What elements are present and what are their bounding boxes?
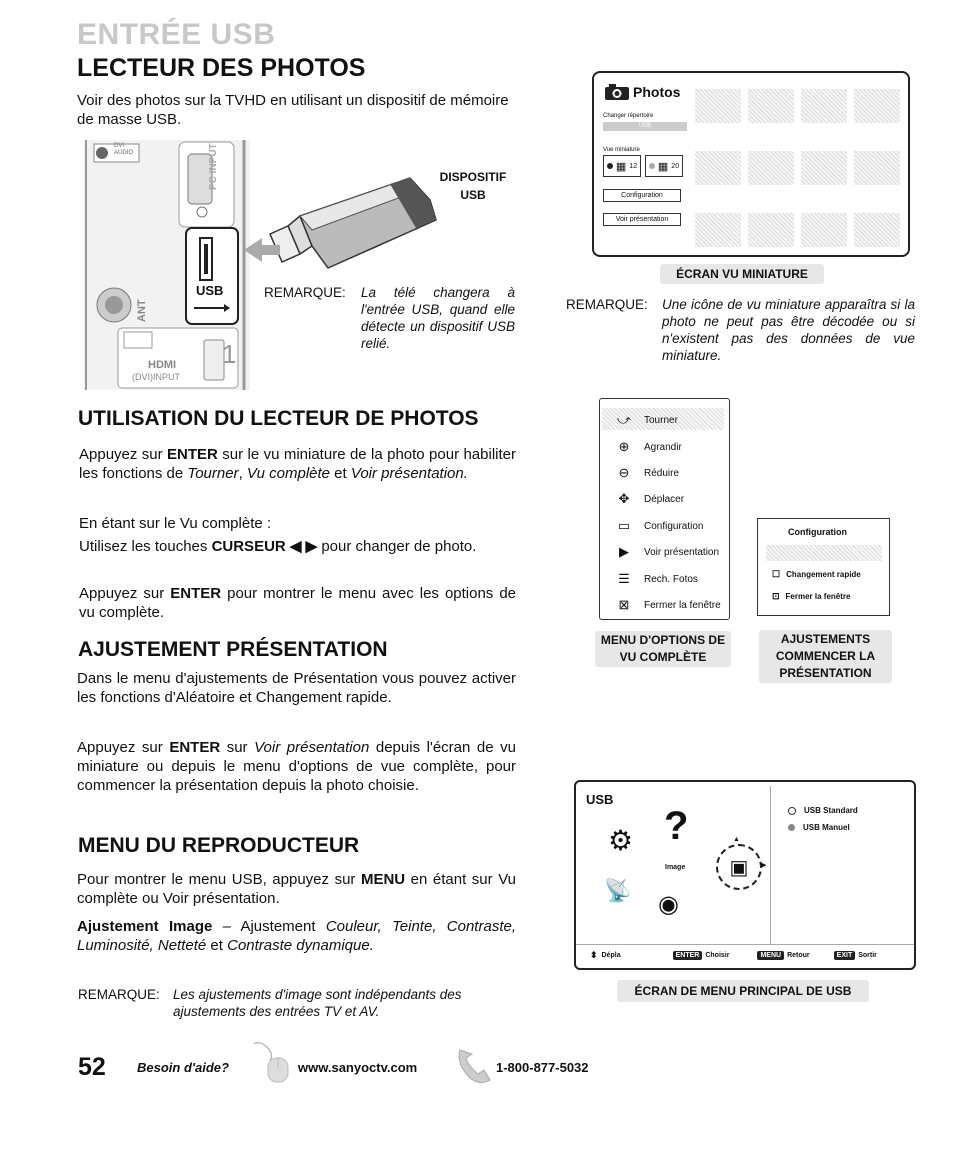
usb-screen-title: USB	[586, 792, 614, 807]
phone-icon	[454, 1044, 496, 1086]
thumb-view-label: Vue miniature	[603, 147, 640, 153]
ant-label: ANT	[136, 299, 148, 322]
dvi-input-label: (DVI)INPUT	[132, 372, 180, 382]
thumbnail-screen	[592, 71, 910, 257]
exit-key-badge: EXIT	[834, 951, 856, 960]
change-dir-label: Changer répertoire	[603, 113, 654, 119]
zoom-out-icon: ⊖	[618, 465, 630, 480]
menu-item-label: Voir présentation	[644, 546, 720, 558]
text-run: et	[330, 465, 351, 482]
text-run: Ajustement Image	[77, 918, 213, 935]
text-run: sur	[220, 739, 255, 756]
grid-icon: ▦	[615, 160, 627, 173]
menu-key-badge: MENU	[757, 951, 784, 960]
text-run: Couleur, Teinte, Contraste, Luminosité, Netteté	[77, 918, 516, 954]
menu-item-slideshow[interactable]	[614, 544, 719, 560]
dir-field[interactable]	[603, 122, 687, 131]
text-run: Appuyez sur	[79, 446, 168, 463]
usb-screen-divider	[770, 786, 771, 944]
usb-main-screen	[574, 780, 916, 970]
move-icon: ✥	[618, 491, 630, 506]
radio-icon	[788, 807, 796, 815]
usb-screen-footer	[590, 950, 906, 961]
enter-key-text: ENTER	[170, 585, 222, 602]
option-label: USB Manuel	[803, 823, 850, 832]
tv-panel-illustration	[84, 140, 250, 390]
usb-screen-caption: ÉCRAN DE MENU PRINCIPAL DE USB	[617, 980, 869, 1002]
search-photos-icon: ☰	[618, 571, 630, 586]
section-use-p3	[79, 537, 516, 556]
text-run: Pour montrer le menu USB, appuyez sur	[77, 871, 361, 888]
hdmi-label: HDMI	[148, 359, 177, 371]
options-menu	[599, 398, 730, 620]
text-run: depuis l'écran de vu miniature ou depuis le menu d'options de vue complète, pour commencer la présentation depuis la photo choisie.	[77, 739, 516, 794]
satellite-icon[interactable]: 📡	[604, 878, 632, 903]
note-tv-text: La télé changera à l'entrée USB, quand elle détecte un dispositif USB relié.	[361, 285, 515, 351]
thumbnail[interactable]	[854, 213, 900, 247]
note-thumb-label: REMARQUE:	[566, 297, 648, 312]
menu-item-label: Tourner	[644, 414, 678, 426]
selector-arrow-right-icon: ▶	[761, 862, 767, 869]
enter-key-text: ENTER	[169, 739, 221, 756]
menu-key-text: MENU	[360, 871, 406, 888]
music-disc-icon[interactable]: ◉	[658, 891, 679, 918]
section-player-note-text: Les ajustements d'image sont indépendants des ajustements des entrées TV et AV.	[173, 987, 462, 1019]
note-thumb-text: Une icône de vu miniature apparaîtra si la photo ne peut pas être décodée ou si n'existent pas des données de vue miniature.	[662, 297, 915, 363]
usb-port-label: USB	[196, 283, 224, 298]
text-run: pour montrer le menu avec les options de vu complète.	[79, 585, 517, 621]
text-run: Appuyez sur	[79, 585, 171, 602]
help-question-icon[interactable]: ?	[664, 804, 689, 848]
thumbnail[interactable]	[748, 89, 794, 123]
menu-item-close[interactable]	[614, 597, 721, 613]
text-run: Appuyez sur	[77, 739, 170, 756]
usb-screen-footer-line	[576, 944, 914, 945]
thumbnail[interactable]	[801, 213, 847, 247]
text-run: sur le vu miniature de la photo pour habiliter les fonctions de	[79, 446, 516, 482]
thumb-option-12-label: 12	[629, 162, 638, 170]
usb-manual-option[interactable]	[788, 823, 850, 832]
config-row-label: Changement rapide	[786, 570, 861, 579]
menu-item-label: Réduire	[644, 467, 680, 479]
section-use-title: UTILISATION DU LECTEUR DE PHOTOS	[78, 407, 479, 430]
section-use-p2: En étant sur le Vu complète :	[79, 515, 272, 532]
enter-key-badge: ENTER	[673, 951, 703, 960]
menu-item-configuration[interactable]	[614, 518, 703, 534]
help-text: Besoin d'aide?	[137, 1060, 229, 1075]
config-title: Configuration	[788, 527, 847, 537]
thumb-option-12[interactable]	[603, 155, 641, 177]
text-run: Vu complète	[246, 465, 331, 482]
photos-header	[604, 83, 680, 101]
text-run: Utilisez les touches	[79, 538, 212, 555]
camera-icon	[604, 83, 630, 101]
pc-input-label: PC INPUT	[208, 143, 219, 190]
thumbnail[interactable]	[854, 89, 900, 123]
enter-key-text: ENTER	[167, 446, 218, 463]
section-player-note-label: REMARQUE:	[78, 987, 160, 1002]
config-panel	[757, 518, 890, 616]
page-number: 52	[78, 1053, 106, 1081]
footer-back-label: Retour	[787, 952, 810, 959]
section-adjust-p2	[77, 738, 516, 795]
thumb-option-20[interactable]	[645, 155, 683, 177]
thumbnail[interactable]	[801, 89, 847, 123]
section-player-title: MENU DU REPRODUCTEUR	[78, 834, 360, 857]
thumbnail[interactable]	[695, 151, 741, 185]
image-label: Image	[665, 864, 686, 871]
config-row-label: Fermer la fenêtre	[785, 592, 851, 601]
usb-stick-illustration	[240, 170, 440, 280]
options-menu-caption: MENU D'OPTIONS DE VU COMPLÈTE	[595, 631, 731, 667]
section-player-p1	[77, 870, 516, 908]
checkbox-icon: ☐	[772, 569, 781, 579]
thumbnail[interactable]	[748, 151, 794, 185]
footer-move-label: Dépla	[601, 952, 621, 959]
phone-number: 1-800-877-5032	[496, 1060, 589, 1075]
thumbnail[interactable]	[854, 151, 900, 185]
text-run: en étant sur Vu complète ou Voir présentation.	[77, 871, 516, 907]
selector-arrow-up-icon: ▲	[733, 836, 740, 843]
slideshow-button[interactable]: Voir présentation	[603, 213, 681, 226]
thumbnail[interactable]	[695, 89, 741, 123]
slideshow-icon: ▶	[619, 544, 629, 559]
section-adjust-p1: Dans le menu d'ajustements de Présentation vous pouvez activer les fonctions d'Aléatoire et Changement rapide.	[77, 670, 516, 706]
hdmi-number: 1	[222, 339, 237, 369]
config-caption: AJUSTEMENTS COMMENCER LA PRÉSENTATION	[759, 630, 892, 683]
config-highlight	[766, 545, 882, 561]
thumb-option-20-label: 20	[671, 162, 680, 170]
footer-choose-label: Choisir	[705, 952, 730, 959]
text-run: Voir présentation.	[350, 465, 468, 482]
thumbnail[interactable]	[695, 213, 741, 247]
text-run: pour changer de photo.	[317, 538, 477, 555]
thumb-screen-caption: ÉCRAN VU MINIATURE	[660, 264, 824, 284]
website-link[interactable]: www.sanyoctv.com	[298, 1060, 418, 1075]
section-player-p2	[77, 917, 516, 955]
mouse-icon	[250, 1040, 292, 1084]
menu-item-reduire[interactable]	[614, 465, 679, 481]
section-adjust-title: AJUSTEMENT PRÉSENTATION	[78, 638, 388, 661]
menu-item-label: Configuration	[644, 520, 704, 532]
menu-item-deplacer[interactable]	[614, 491, 684, 507]
note-tv-label: REMARQUE:	[264, 285, 346, 300]
menu-item-tourner[interactable]	[614, 412, 678, 428]
section-use-p4	[79, 584, 516, 622]
intro-text: Voir des photos sur la TVHD en utilisant un dispositif de mémoire de masse USB.	[77, 92, 509, 128]
config-row-quick[interactable]	[772, 569, 861, 580]
updown-arrows-icon: ⬍	[590, 950, 598, 960]
text-run: et	[206, 937, 228, 954]
menu-item-label: Fermer la fenêtre	[644, 599, 721, 611]
radio-icon	[788, 824, 795, 831]
config-row-close[interactable]	[772, 591, 850, 602]
rotate-icon: ⤻	[617, 412, 631, 427]
menu-item-label: Rech. Fotos	[644, 573, 698, 585]
image-selector[interactable]	[716, 844, 762, 890]
chapter-title: ENTRÉE USB	[77, 18, 276, 51]
close-window-icon: ⊡	[772, 591, 780, 601]
zoom-in-icon: ⊕	[618, 439, 630, 454]
menu-item-label: Agrandir	[644, 441, 682, 453]
grid-icon: ▦	[657, 160, 669, 173]
text-run: – Ajustement	[212, 918, 326, 935]
text-run: Voir présentation	[254, 739, 370, 756]
menu-item-label: Déplacer	[644, 493, 685, 505]
text-run: Tourner	[187, 465, 239, 482]
section-use-p1	[79, 445, 516, 483]
thumbnail[interactable]	[748, 213, 794, 247]
option-label: USB Standard	[804, 806, 858, 815]
thumbnail[interactable]	[801, 151, 847, 185]
dir-value: USB	[638, 123, 652, 129]
configuration-icon: ▭	[617, 518, 631, 533]
configuration-button[interactable]: Configuration	[603, 189, 681, 202]
menu-item-search-photos[interactable]	[614, 571, 698, 587]
footer-exit-label: Sortir	[858, 952, 877, 959]
dvi-audio-label: DVI AUDIO	[114, 143, 134, 156]
text-run: ,	[238, 465, 247, 482]
close-window-icon: ⊠	[618, 597, 630, 612]
usb-standard-option[interactable]	[788, 806, 858, 815]
settings-tools-icon[interactable]: ⚙	[608, 825, 634, 856]
menu-item-agrandir[interactable]	[614, 439, 682, 455]
page-title: LECTEUR DES PHOTOS	[77, 54, 366, 82]
cursor-key-text: CURSEUR ◀ ▶	[211, 538, 318, 555]
text-run: Contraste dynamique.	[227, 937, 374, 954]
usb-device-label: DISPOSITIF USB	[439, 170, 507, 202]
image-icon: ▣	[729, 856, 749, 879]
photos-title: Photos	[633, 84, 681, 100]
